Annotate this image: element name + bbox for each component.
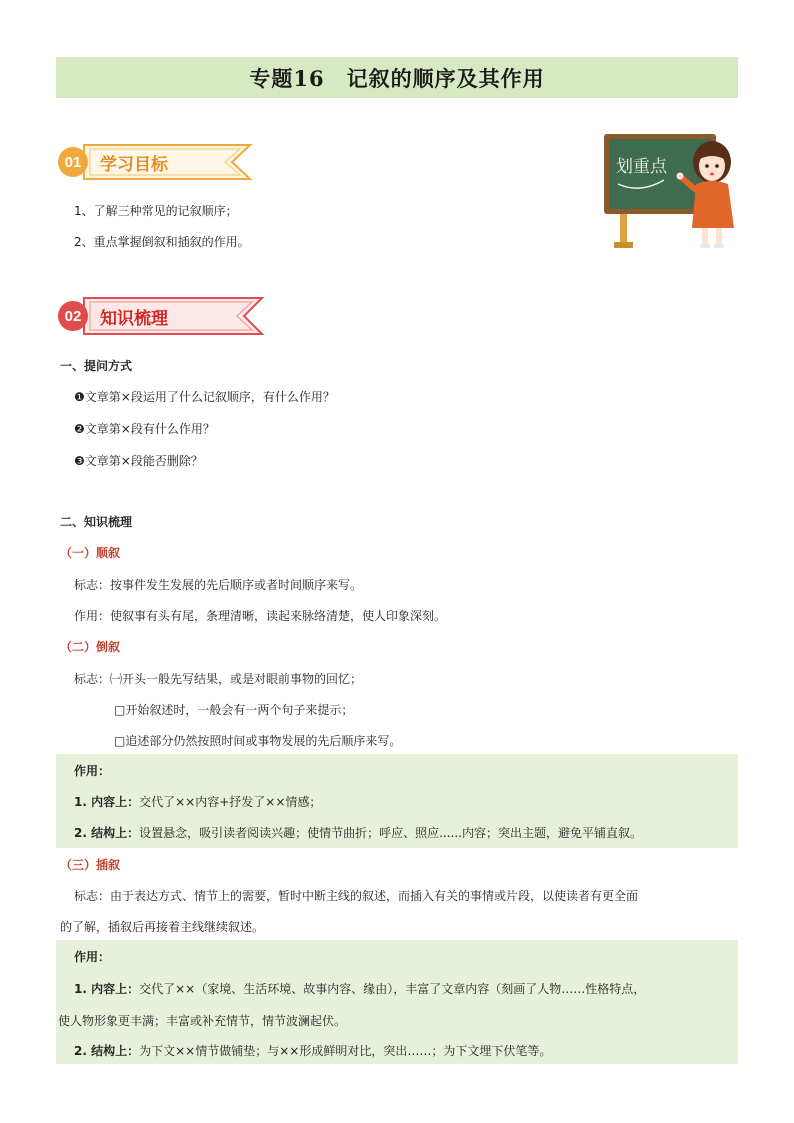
chalkboard-girl-icon bbox=[600, 128, 740, 252]
section-number-badge: 02 bbox=[58, 301, 88, 331]
effect-label: 1. 内容上： bbox=[74, 982, 140, 996]
daoxu-biaozhi: 标志：㈠开头一般先写结果，或是对眼前事物的回忆； bbox=[74, 672, 363, 686]
effect-content-row bbox=[74, 980, 645, 997]
effect-structure-row bbox=[74, 1042, 551, 1059]
teacher-illustration bbox=[600, 128, 740, 252]
title-bar bbox=[56, 57, 738, 98]
goal-item: 1、了解三种常见的记叙顺序； bbox=[74, 204, 238, 218]
part-title: 二、知识梳理 bbox=[60, 515, 133, 529]
board-text: 划重点 bbox=[616, 157, 667, 177]
effect-structure-row bbox=[74, 824, 642, 841]
section-label-box bbox=[82, 296, 242, 334]
section-label: 学习目标 bbox=[100, 155, 168, 175]
goal-item: 2、重点掌握倒叙和插叙的作用。 bbox=[74, 235, 250, 249]
effect-content-cont: 使人物形象更丰满；丰富或补充情节，情节波澜起伏。 bbox=[58, 1014, 347, 1028]
daoxu-bullet: □开始叙述时，一般会有一两个句子来提示； bbox=[114, 703, 354, 717]
effect-content-row bbox=[74, 793, 321, 810]
effect-text: 交代了××（家境、生活环境、故事内容、缘由），丰富了文章内容（刻画了人物……性格特点， bbox=[139, 982, 646, 996]
subsection-title-chaxu: （三）插叙 bbox=[60, 858, 121, 872]
shunxu-zuoyong: 作用：使叙事有头有尾，条理清晰，读起来脉络清楚，使人印象深刻。 bbox=[74, 609, 447, 623]
chaxu-effect-box bbox=[56, 940, 738, 1064]
subsection-title-shunxu: （一）顺叙 bbox=[60, 546, 121, 560]
daoxu-effect-box bbox=[56, 754, 738, 848]
effect-label: 2. 结构上： bbox=[74, 1044, 140, 1058]
question-item: ❸文章第×段能否删除？ bbox=[74, 454, 203, 468]
effect-label: 2. 结构上： bbox=[74, 826, 140, 840]
subsection-title-daoxu: （二）倒叙 bbox=[60, 640, 121, 654]
chaxu-biaozhi-cont: 的了解，插叙后再接着主线继续叙述。 bbox=[60, 920, 265, 934]
effect-text: 设置悬念，吸引读者阅读兴趣；使情节曲折；呼应、照应......内容；突出主题，避免平铺直叙。 bbox=[139, 826, 642, 840]
effect-title: 作用： bbox=[74, 764, 111, 778]
effect-title: 作用： bbox=[74, 950, 111, 964]
section-label: 知识梳理 bbox=[100, 309, 168, 329]
question-item: ❷文章第×段有什么作用？ bbox=[74, 422, 215, 436]
chaxu-biaozhi: 标志：由于表达方式、情节上的需要，暂时中断主线的叙述，而插入有关的事情或片段，以使读者有更全面 bbox=[74, 889, 639, 903]
effect-text: 为下文××情节做铺垫；与××形成鲜明对比，突出……；为下文埋下伏笔等。 bbox=[139, 1044, 552, 1058]
section-number-badge: 01 bbox=[58, 147, 88, 177]
page-title: 专题16 记叙的顺序及其作用 bbox=[249, 65, 545, 91]
effect-text: 交代了××内容+抒发了××情感； bbox=[139, 795, 322, 809]
daoxu-bullet: □追述部分仍然按照时间或事物发展的先后顺序来写。 bbox=[114, 734, 402, 748]
question-item: ❶文章第×段运用了什么记叙顺序，有什么作用？ bbox=[74, 390, 335, 404]
effect-label: 1. 内容上： bbox=[74, 795, 140, 809]
section-label-box bbox=[82, 143, 242, 181]
shunxu-biaozhi: 标志：按事件发生发展的先后顺序或者时间顺序来写。 bbox=[74, 578, 363, 592]
part-title: 一、提问方式 bbox=[60, 359, 133, 373]
